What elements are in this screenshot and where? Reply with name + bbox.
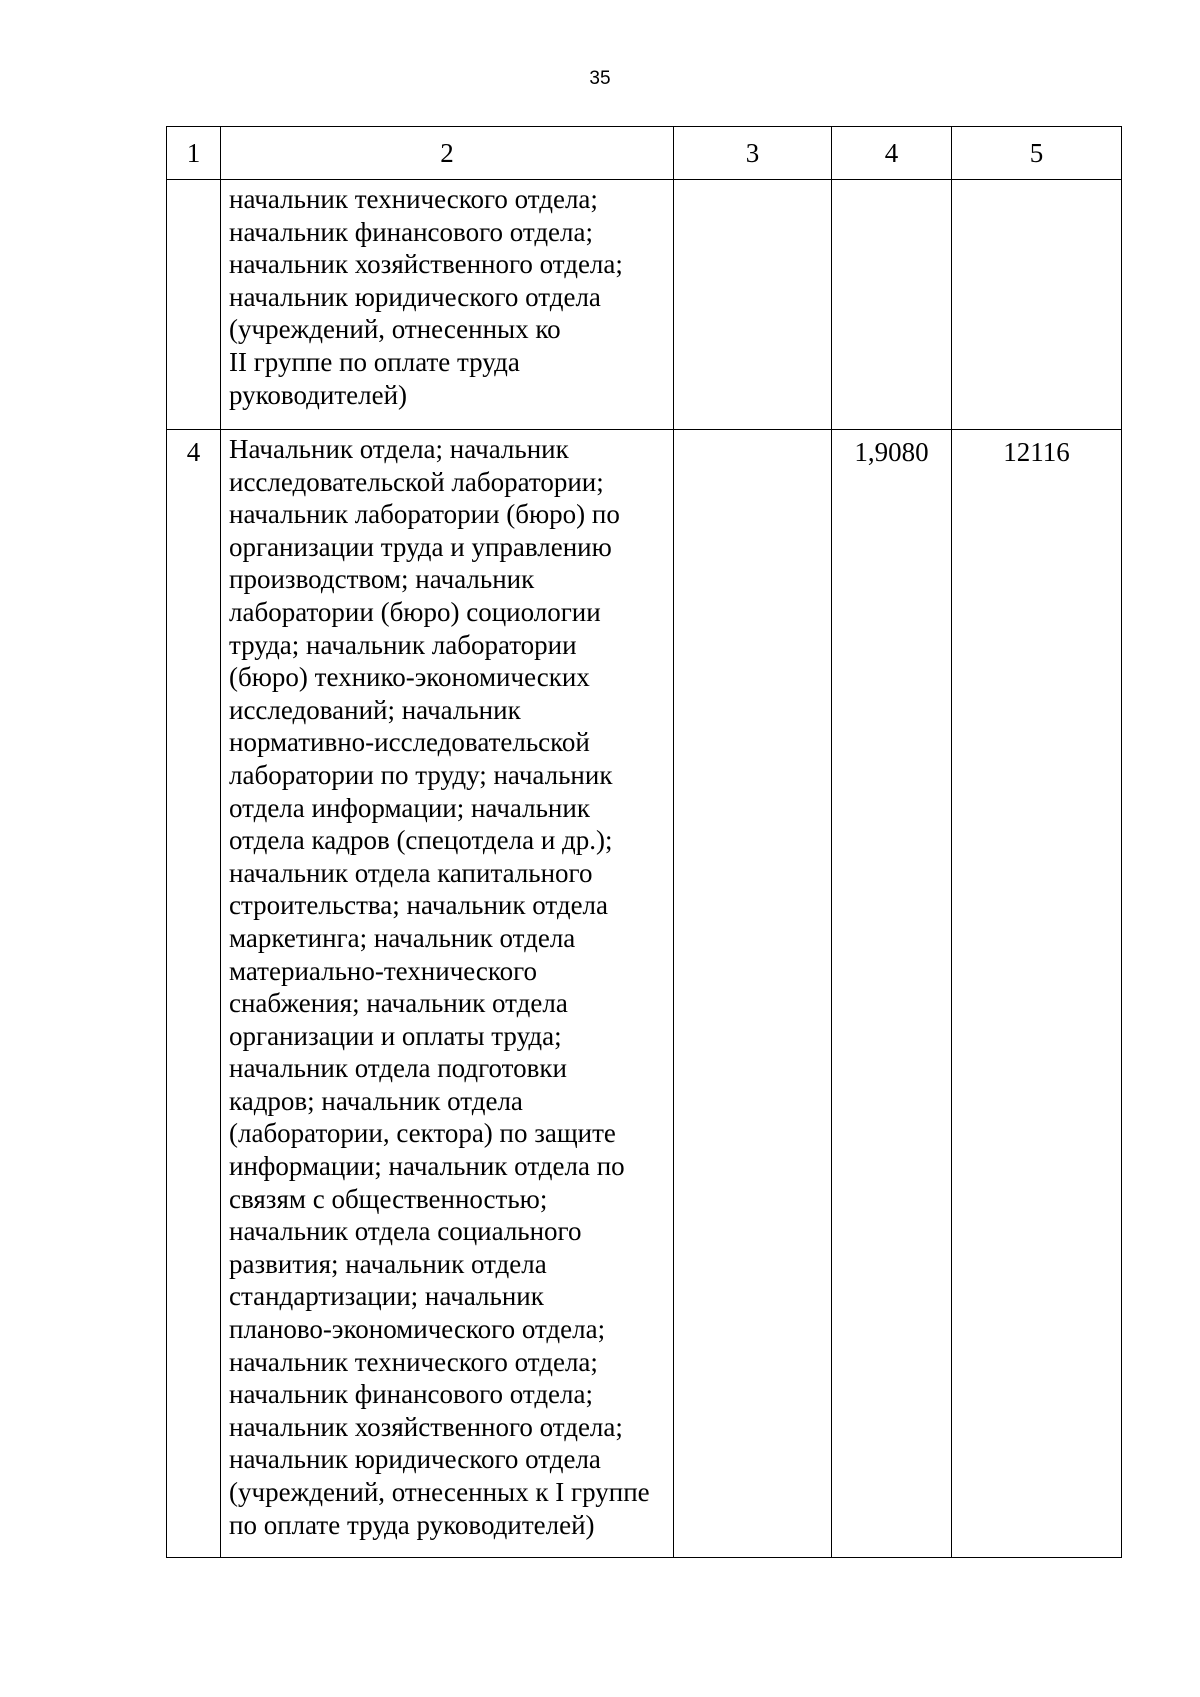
description-line: начальник лаборатории (бюро) по (229, 499, 620, 530)
row-number-cell: 4 (167, 430, 221, 1558)
column-header: 5 (952, 127, 1122, 180)
column-header: 4 (832, 127, 952, 180)
description-line: планово-экономического отдела; (229, 1314, 606, 1345)
description-line: труда; начальник лаборатории (229, 629, 577, 660)
table-row (167, 430, 1122, 1558)
column-header: 2 (221, 127, 674, 180)
description-line: начальник технического отдела; (229, 184, 598, 214)
table-header-row (167, 127, 1122, 180)
description-line: начальник отдела капитального (229, 857, 593, 888)
description-line: (учреждений, отнесенных к I группе (229, 1477, 650, 1507)
description-line: отдела кадров (спецотдела и др.); (229, 825, 613, 856)
salary-table (166, 126, 1122, 1558)
coefficient-cell (832, 180, 952, 430)
description-line: начальник технического отдела; (229, 1346, 598, 1377)
description-line: по оплате труда руководителей) (229, 1509, 595, 1540)
description-line: организации труда и управлению (229, 531, 612, 562)
description-line: лаборатории (бюро) социологии (229, 596, 601, 627)
description-line: (лаборатории, сектора) по защите (229, 1118, 616, 1149)
coefficient-cell: 1,9080 (832, 430, 952, 1558)
description-line: связям с общественностью; (229, 1183, 548, 1214)
description-line: руководителей) (229, 379, 408, 410)
column-3-cell (674, 180, 832, 430)
description-line: исследований; начальник (229, 694, 521, 725)
page-number: 35 (589, 68, 611, 89)
description-line: производством; начальник (229, 564, 535, 595)
position-description-cell (221, 180, 674, 430)
description-line: организации и оплаты труда; (229, 1020, 562, 1051)
description-line: стандартизации; начальник (229, 1281, 544, 1312)
description-line: материально-технического (229, 955, 538, 986)
description-line: исследовательской лаборатории; (229, 466, 604, 497)
salary-cell (952, 180, 1122, 430)
description-line: (учреждений, отнесенных ко (229, 314, 561, 345)
table-row (167, 180, 1122, 430)
description-line: отдела информации; начальник (229, 792, 590, 823)
description-line: начальник хозяйственного отдела; (229, 1411, 623, 1442)
column-3-cell (674, 430, 832, 1558)
description-line: начальник юридического отдела (229, 281, 601, 312)
description-line: нормативно-исследовательской (229, 727, 590, 758)
description-line: начальник финансового отдела; (229, 216, 593, 247)
description-line: строительства; начальник отдела (229, 890, 609, 921)
salary-cell: 12116 (952, 430, 1122, 1558)
description-line: снабжения; начальник отдела (229, 988, 568, 1019)
column-header: 3 (674, 127, 832, 180)
description-line: начальник финансового отдела; (229, 1379, 593, 1410)
description-line: начальник отдела социального (229, 1216, 582, 1247)
description-line: кадров; начальник отдела (229, 1085, 523, 1116)
description-line: маркетинга; начальник отдела (229, 922, 576, 953)
row-number-cell (167, 180, 221, 430)
description-line: развития; начальник отдела (229, 1248, 547, 1279)
description-line: информации; начальник отдела по (229, 1151, 625, 1182)
description-line: лаборатории по труду; начальник (229, 759, 613, 790)
position-description-cell (221, 430, 674, 1558)
column-header: 1 (167, 127, 221, 180)
description-line: начальник хозяйственного отдела; (229, 249, 623, 280)
description-line: начальник отдела подготовки (229, 1053, 567, 1084)
description-line: начальник юридического отдела (229, 1444, 601, 1475)
description-line: Начальник отдела; начальник (229, 434, 569, 464)
description-line: II группе по оплате труда (229, 346, 520, 377)
description-line: (бюро) технико-экономических (229, 662, 590, 693)
